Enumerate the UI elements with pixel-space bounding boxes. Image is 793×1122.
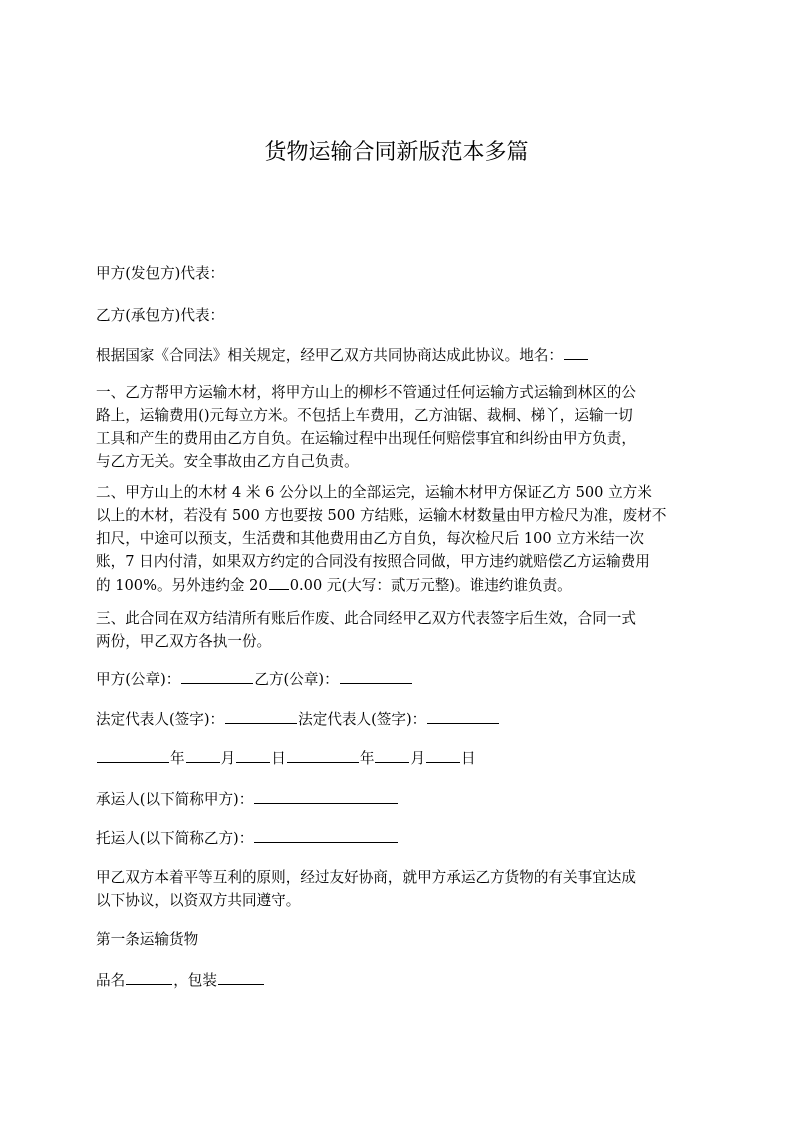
clause-2-row: 二、甲方山上的木材 4 米 6 公分以上的全部运完，运输木材甲方保证乙方 500 立方米 — [96, 484, 652, 501]
day-a-blank — [236, 746, 270, 763]
basis-text: 根据国家《合同法》相关规定，经甲乙双方共同协商达成此协议。地名： — [96, 347, 564, 364]
clause-1-row: 路上，运输费用()元每立方米。不包括上车费用，乙方油锯、裁桐、梯丫，运输一切 — [96, 407, 633, 424]
clause-3-row: 两份，甲乙双方各执一份。 — [96, 633, 272, 650]
penalty-blank — [269, 573, 289, 590]
clause-2 — [96, 481, 708, 597]
goods-line — [96, 968, 706, 992]
clause-2-last-b: 0.00 元(大写：贰万元整)。谁违约谁负责。 — [289, 577, 572, 594]
clause-2-row: 以上的木材，若没有 500 方也要按 500 方结账，运输木材数量由甲方检尺为准，废材不 — [96, 507, 667, 524]
rep-b-label: 法定代表人(签字)： — [298, 711, 427, 728]
day-a-label: 日 — [271, 750, 286, 767]
clause-1-row: 与乙方无关。安全事故由乙方自己负责。 — [96, 453, 359, 470]
seal-line — [96, 667, 706, 691]
basis-line — [96, 343, 706, 367]
intro-paragraph — [96, 866, 708, 912]
goods-packing-blank — [218, 968, 264, 985]
goods-name-blank — [126, 968, 172, 985]
party-b-line: 乙方(承包方)代表： — [96, 307, 225, 324]
representative-line — [96, 707, 706, 731]
shipper-line — [96, 826, 706, 850]
year-a-label: 年 — [170, 750, 185, 767]
year-b-label: 年 — [359, 750, 375, 767]
shipper-label: 托运人(以下简称乙方)： — [96, 830, 254, 847]
clause-3 — [96, 607, 708, 653]
day-b-blank — [426, 746, 460, 763]
year-b-blank — [287, 746, 359, 763]
place-name-blank — [564, 343, 588, 360]
year-a-blank — [97, 746, 169, 763]
seal-b-blank — [340, 667, 412, 684]
date-line — [96, 746, 706, 770]
seal-b-label: 乙方(公章)： — [254, 671, 339, 688]
party-a-line: 甲方(发包方)代表： — [96, 265, 225, 282]
clause-2-last-a: 的 100%。另外违约金 20 — [96, 577, 268, 594]
seal-a-label: 甲方(公章)： — [96, 671, 181, 688]
clause-2-row — [96, 573, 708, 597]
rep-a-label: 法定代表人(签字)： — [96, 711, 225, 728]
document-title: 货物运输合同新版范本多篇 — [264, 140, 529, 165]
carrier-line — [96, 787, 706, 811]
goods-name-label: 品名 — [96, 972, 126, 989]
intro-row: 甲乙双方本着平等互利的原则，经过友好协商，就甲方承运乙方货物的有关事宜达成 — [96, 869, 636, 886]
intro-row: 以下协议，以资双方共同遵守。 — [96, 892, 301, 909]
carrier-label: 承运人(以下简称甲方)： — [96, 791, 254, 808]
day-b-label: 日 — [461, 750, 476, 767]
rep-b-blank — [427, 707, 499, 724]
clause-1-row: 一、乙方帮甲方运输木材，将甲方山上的柳杉不管通过任何运输方式运输到林区的公 — [96, 384, 636, 401]
clause-2-row: 账，7 日内付清，如果双方约定的合同没有按照合同做，甲方违约就赔偿乙方运输费用 — [96, 553, 650, 570]
seal-a-blank — [181, 667, 253, 684]
carrier-blank — [254, 787, 398, 804]
clause-3-row: 三、此合同在双方结清所有账后作废、此合同经甲乙双方代表签字后生效，合同一式 — [96, 610, 636, 627]
month-b-label: 月 — [410, 750, 426, 767]
article-1-heading: 第一条运输货物 — [96, 931, 199, 948]
clause-1-row: 工具和产生的费用由乙方自负。在运输过程中出现任何赔偿事宜和纠纷由甲方负责， — [96, 430, 636, 447]
rep-a-blank — [225, 707, 297, 724]
shipper-blank — [254, 826, 398, 843]
clause-2-row: 扣尺，中途可以预支，生活费和其他费用由乙方自负，每次检尺后 100 立方米结一次 — [96, 530, 644, 547]
goods-packing-label: ，包装 — [173, 972, 217, 989]
month-a-blank — [186, 746, 220, 763]
month-b-blank — [375, 746, 409, 763]
clause-1 — [96, 381, 708, 473]
month-a-label: 月 — [220, 750, 236, 767]
